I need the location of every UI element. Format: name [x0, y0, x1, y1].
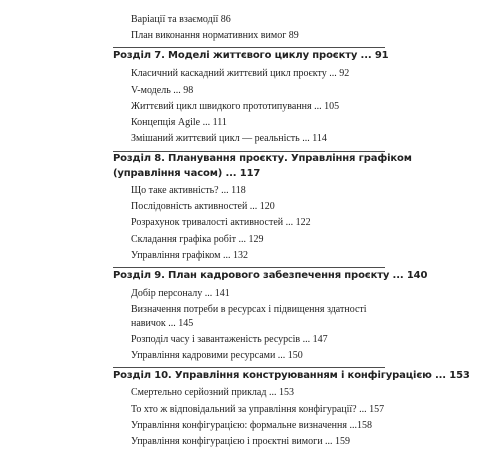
toc-entry: Управління кадровими ресурсами ... 150 [131, 350, 303, 362]
toc-entry: Розподіл часу і завантаженість ресурсів ... 147 [131, 333, 328, 345]
toc-entry: Складання графіка робіт ... 129 [131, 233, 264, 245]
toc-entry: Визначення потреби в ресурсах і підвищення здатності [131, 304, 367, 316]
toc-entry-continued: навичок ... 145 [131, 317, 194, 329]
toc-chapter-heading: Розділ 9. План кадрового забезпечення проєкту ... 140 [113, 269, 428, 281]
toc-chapter-heading-continued: (управління часом) ... 117 [113, 167, 261, 179]
toc-chapter-heading: Розділ 10. Управління конструюванням і конфігурацією ... 153 [113, 370, 470, 382]
section-divider [113, 267, 385, 268]
toc-entry: V-модель ... 98 [131, 84, 194, 96]
section-divider [113, 151, 385, 152]
toc-entry: Смертельно серйозний приклад ... 153 [131, 387, 294, 399]
toc-entry: Розрахунок тривалості активностей ... 122 [131, 217, 311, 229]
toc-entry: Варіації та взаємодії 86 [131, 14, 231, 25]
toc-entry: Послідовність активностей ... 120 [131, 201, 275, 213]
section-divider [113, 47, 385, 48]
toc-entry: Що таке активність? ... 118 [131, 184, 246, 196]
toc-entry: Життєвий цикл швидкого прототипування ... 105 [131, 100, 340, 112]
section-divider [113, 367, 385, 368]
toc-chapter-heading: Розділ 8. Планування проєкту. Управління графіком [113, 153, 412, 165]
toc-chapter-heading: Розділ 7. Моделі життєвого циклу проєкту ... 91 [113, 50, 389, 62]
toc-entry: Управління конфігурацією і проєктні вимоги ... 159 [131, 436, 351, 447]
toc-entry: Змішаний життєвий цикл — реальність ... 114 [131, 133, 327, 145]
toc-entry: Добір персоналу ... 141 [131, 288, 230, 299]
toc-entry: План виконання нормативних вимог 89 [131, 30, 299, 42]
toc-entry: То хто ж відповідальний за управління конфігурації? ... 157 [131, 403, 385, 415]
toc-entry: Класичний каскадний життєвий цикл проєкту ... 92 [131, 68, 350, 80]
toc-entry: Концепція Agile ... 111 [131, 117, 227, 129]
toc-entry: Управління графіком ... 132 [131, 249, 248, 261]
toc-entry: Управління конфігурацією: формальне визначення ...158 [131, 419, 372, 431]
